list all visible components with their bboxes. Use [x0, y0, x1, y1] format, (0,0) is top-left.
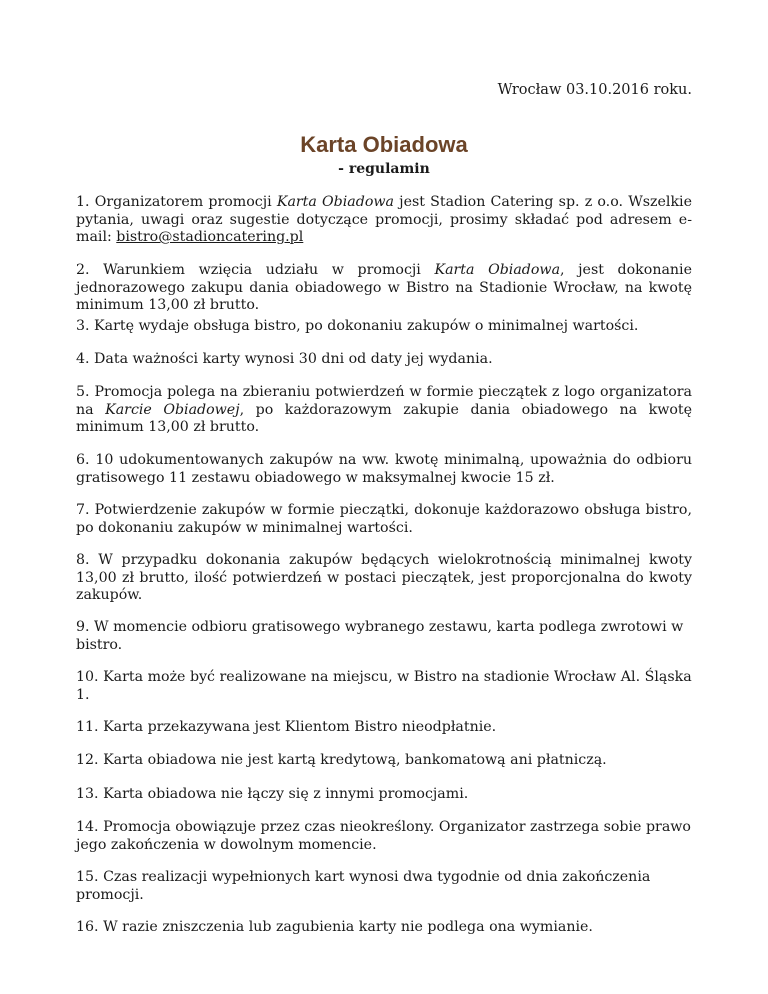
rule-3: 3. Kartę wydaje obsługa bistro, po dokonaniu zakupów o minimalnej wartości.: [76, 318, 639, 334]
contact-email-link[interactable]: bistro@stadioncatering.pl: [116, 229, 304, 245]
rule-1: [76, 194, 692, 247]
rule-1-text-b: jest Stadion Catering sp. z o.o. Wszelkie pytania, uwagi oraz sugestie dotyczące promocji, prosimy składać pod adresem e-mail:: [76, 194, 692, 245]
rule-11: 11. Karta przekazywana jest Klientom Bistro nieodpłatnie.: [76, 719, 497, 735]
rule-2-text-b: , jest dokonanie jednorazowego zakupu dania obiadowego w Bistro na Stadionie Wrocław, na kwotę minimum 13,00 zł brutto.: [76, 262, 692, 313]
document-subtitle: - regulamin: [338, 161, 430, 177]
rule-10: 10. Karta może być realizowane na miejscu, w Bistro na stadionie Wrocław Al. Śląska 1.: [76, 669, 692, 703]
rule-2-text-a: 2. Warunkiem wzięcia udziału w promocji: [76, 262, 435, 278]
rule-9: 9. W momencie odbioru gratisowego wybranego zestawu, karta podlega zwrotowi w bistro.: [76, 619, 684, 653]
date-line: Wrocław 03.10.2016 roku.: [497, 82, 692, 98]
rule-5: [76, 384, 692, 437]
rule-4: 4. Data ważności karty wynosi 30 dni od daty jej wydania.: [76, 351, 493, 367]
rule-5-text-a: 5. Promocja polega na zbieraniu potwierdzeń w formie pieczątek z logo organizatora na: [76, 384, 692, 418]
rule-15: 15. Czas realizacji wypełnionych kart wynosi dwa tygodnie od dnia zakończenia promocji.: [76, 869, 651, 903]
rule-13: 13. Karta obiadowa nie łączy się z innymi promocjami.: [76, 786, 469, 802]
rule-2-promo-name: Karta Obiadowa: [434, 262, 561, 278]
rule-7: 7. Potwierdzenie zakupów w formie pieczątki, dokonuje każdorazowo obsługa bistro, po dokonaniu zakupów w minimalnej wartości.: [76, 502, 692, 536]
rule-8: 8. W przypadku dokonania zakupów będących wielokrotnością minimalnej kwoty 13,00 zł brutto, ilość potwierdzeń w postaci pieczątek, jest proporcjonalna do kwoty zakupów.: [76, 552, 692, 603]
rule-16: 16. W razie zniszczenia lub zagubienia karty nie podlega ona wymianie.: [76, 919, 593, 935]
rule-1-promo-name: Karta Obiadowa: [276, 194, 394, 210]
rule-5-card-name: Karcie Obiadowej: [105, 401, 240, 418]
rule-12: 12. Karta obiadowa nie jest kartą kredytową, bankomatową ani płatniczą.: [76, 752, 607, 768]
rule-6: 6. 10 udokumentowanych zakupów na ww. kwotę minimalną, upoważnia do odbioru gratisowego 11 zestawu obiadowego w maksymalnej kwocie 15 zł.: [76, 452, 692, 486]
rule-2: [76, 262, 692, 315]
rule-14: 14. Promocja obowiązuje przez czas nieokreślony. Organizator zastrzega sobie prawo jego zakończenia w dowolnym momencie.: [76, 819, 691, 853]
rule-5-text-b: , po każdorazowym zakupie dania obiadowego na kwotę minimum 13,00 zł brutto.: [76, 401, 693, 435]
rule-1-text-a: 1. Organizatorem promocji: [76, 194, 277, 210]
document-title: Karta Obiadowa: [300, 132, 468, 157]
